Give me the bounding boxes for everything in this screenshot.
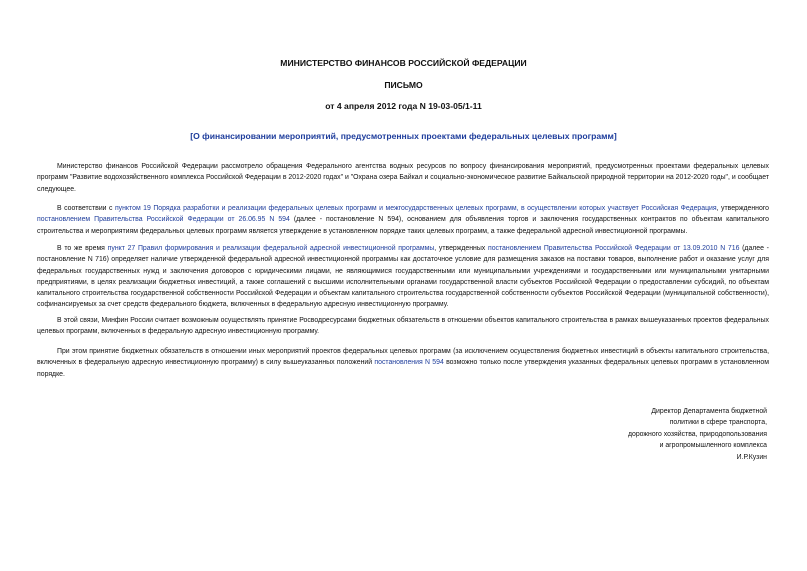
paragraph-3-text-2: , утвержденных [434, 245, 488, 252]
link-item-19-procedure[interactable]: пунктом 19 Порядка разработки и реализации федеральных целевых программ и межгосударственных целевых программ, в осуществлении которых участвует Российская Федерация [114, 205, 717, 212]
signature-line-3: дорожного хозяйства, природопользования [627, 430, 767, 438]
paragraph-2 [37, 203, 769, 237]
paragraph-5 [37, 346, 769, 380]
paragraph-5-text-2: возможно только после утверждения указанных федеральных целевых программ в установленном порядке. [37, 359, 769, 378]
document-date-number: от 4 апреля 2012 года N 19-03-05/1-11 [325, 101, 482, 111]
signature-block [628, 406, 767, 463]
signatory-name: И.Р.Кузин [736, 453, 767, 461]
document-type: ПИСЬМО [384, 80, 423, 90]
link-resolution-594-short[interactable]: постановления N 594 [374, 359, 444, 367]
signature-line-1: Директор Департамента бюджетной [651, 408, 767, 415]
link-resolution-716[interactable]: постановлением Правительства Российской Федерации от 13.09.2010 N 716 [487, 245, 740, 252]
paragraph-4: В этой связи, Минфин России считает возможным осуществлять принятие Росводресурсами бюджетных обязательств в отношении объектов капитального строительства в рамках вышеуказанных проектов федеральных целевых программ, включенных в федеральную адресную инвестиционную программу. [37, 317, 769, 336]
paragraph-3 [37, 243, 769, 311]
signature-line-4: и агропромышленного комплекса [659, 442, 767, 450]
link-item-27-rules[interactable]: пункт 27 Правил формирования и реализации федеральной адресной инвестиционной программы [107, 245, 435, 252]
link-resolution-594[interactable]: постановлением Правительства Российской Федерации от 26.06.95 N 594 [37, 216, 290, 224]
document-subject: [О финансировании мероприятий, предусмотренных проектами федеральных целевых программ] [190, 131, 617, 141]
ministry-heading: МИНИСТЕРСТВО ФИНАНСОВ РОССИЙСКОЙ ФЕДЕРАЦИИ [280, 58, 527, 68]
paragraph-3-text-3: (далее - постановление N 716) определяет наличие утвержденной федеральной адресной инвестиционной программы как достаточное условие для размещения заказов на поставки товаров, выполнение работ и оказание услуг для федеральных государственных нужд и заключения договоров с юридическими лицами, не являющимися государственными или муниципальными учреждениями и государственными или муниципальными унитарными предприятиями, в целях реализации бюджетных инвестиций, а также соглашений с высшими исполнительными органами государственной власти субъектов Российской Федерации о предоставлении субсидий, по объектам капитального строительства государственной собственности Российской Федерации и объектам капитального строительства государственной собственности субъектов Российской Федерации (муниципальной собственности), софинансируемых за счет средств федерального бюджета, включенных в федеральную адресную инвестиционную программу. [37, 245, 769, 309]
paragraph-1: Министерство финансов Российской Федерации рассмотрело обращения Федерального агентства водных ресурсов по вопросу финансирования мероприятий, предусмотренных проектами федеральных целевых программ "Развитие водохозяйственного комплекса Российской Федерации в 2012-2020 годах" и "Охрана озера Байкал и социально-экономическое развитие Байкальской природной территории на 2012-2020 годы", и сообщает следующее. [37, 163, 769, 193]
paragraph-2-text-1: В соответствии с [57, 205, 115, 212]
paragraph-2-text-3: (далее - постановление N 594), основанием для объявления торгов и заключения государственных контрактов по объектам капитального строительства и мероприятиям федеральных целевых программ является утверждение в установленном порядке таких целевых программ, а также федеральной адресной инвестиционной программы. [37, 216, 770, 235]
paragraph-3-text-1: В то же время [57, 245, 108, 252]
paragraph-2-text-2: , утвержденного [716, 205, 769, 212]
signature-line-2: политики в сфере транспорта, [669, 419, 767, 427]
paragraph-5-text-1: При этом принятие бюджетных обязательств в отношении иных мероприятий проектов федеральных целевых программ (за исключением осуществления бюджетных инвестиций в объекты капитального строительства, включенных в федеральную адресную инвестиционную программу) в силу вышеуказанных положений [37, 348, 769, 367]
